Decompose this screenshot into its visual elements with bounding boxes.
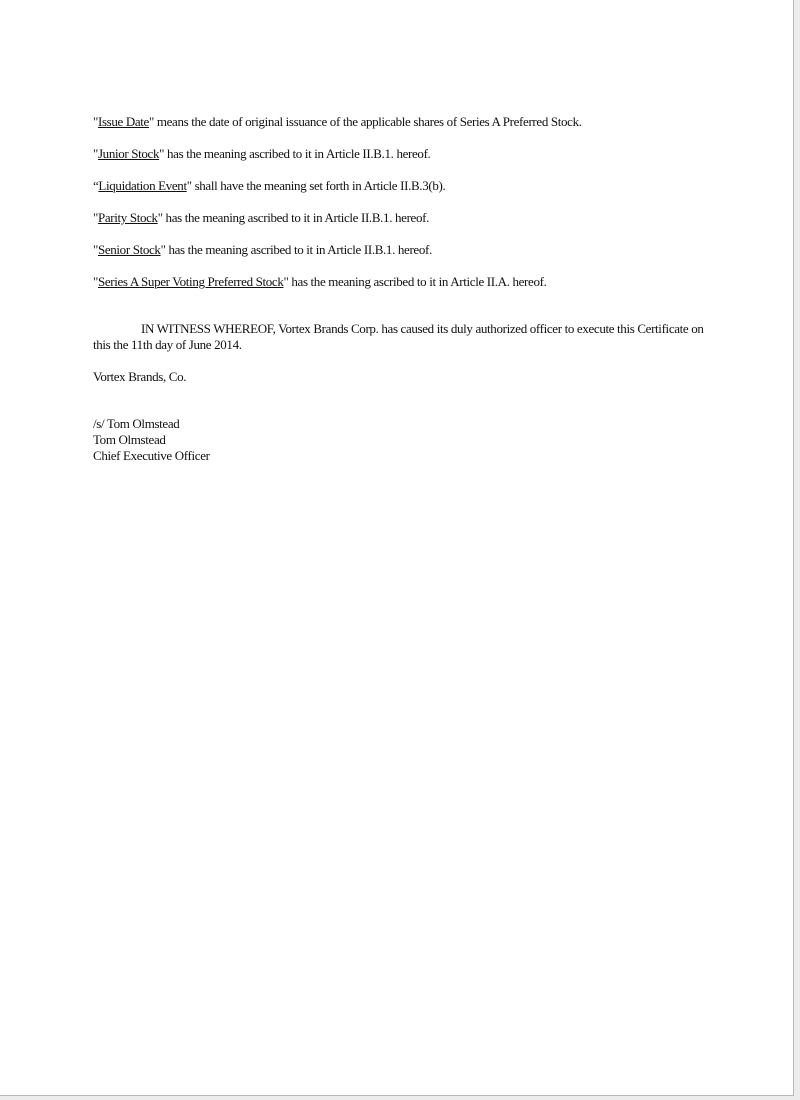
signature-signed-line: /s/ Tom Olmstead [93, 416, 180, 431]
definition-text: has the meaning ascribed to it in Article II.A. hereof. [288, 274, 547, 289]
open-quote: " [93, 114, 98, 129]
definition-liquidation-event [93, 178, 713, 194]
defined-term: Issue Date [97, 114, 149, 129]
open-quote: " [93, 210, 98, 225]
definition-parity-stock [93, 210, 713, 226]
definition-text: has the meaning ascribed to it in Article II.B.1. hereof. [162, 210, 429, 225]
definition-senior-stock [93, 242, 713, 258]
definition-junior-stock [93, 146, 713, 162]
page-edge-shadow-right [794, 0, 800, 1100]
witness-paragraph: IN WITNESS WHEREOF, Vortex Brands Corp. has caused its duly authorized officer to execute this Certificate on this the 11th day of June 2014. [93, 321, 704, 352]
close-quote: " [283, 274, 289, 289]
defined-term: Junior Stock [97, 146, 160, 161]
close-quote: " [186, 178, 192, 193]
definition-series-a-super-voting [93, 274, 713, 290]
close-quote: " [148, 114, 154, 129]
signature-block [93, 416, 713, 464]
defined-term: Senior Stock [97, 242, 161, 257]
signatory-title: Chief Executive Officer [93, 448, 210, 463]
open-quote: " [93, 146, 98, 161]
company-name: Vortex Brands, Co. [93, 369, 187, 384]
definition-text: has the meaning ascribed to it in Article II.B.1. hereof. [165, 242, 432, 257]
close-quote: " [160, 242, 166, 257]
definition-text: shall have the meaning set forth in Article II.B.3(b). [191, 178, 446, 193]
signatory-name: Tom Olmstead [93, 432, 166, 447]
page-edge-shadow-bottom [0, 1096, 800, 1100]
close-quote: " [159, 146, 165, 161]
definition-text: has the meaning ascribed to it in Article II.B.1. hereof. [164, 146, 431, 161]
document-body [93, 114, 713, 464]
open-quote: “ [93, 178, 99, 193]
definition-text: means the date of original issuance of the applicable shares of Series A Preferred Stock. [153, 114, 582, 129]
open-quote: " [93, 242, 98, 257]
definition-issue-date [93, 114, 713, 130]
open-quote: " [93, 274, 98, 289]
close-quote: " [157, 210, 163, 225]
defined-term: Series A Super Voting Preferred Stock [97, 274, 284, 289]
defined-term: Parity Stock [97, 210, 158, 225]
defined-term: Liquidation Event [98, 178, 187, 193]
